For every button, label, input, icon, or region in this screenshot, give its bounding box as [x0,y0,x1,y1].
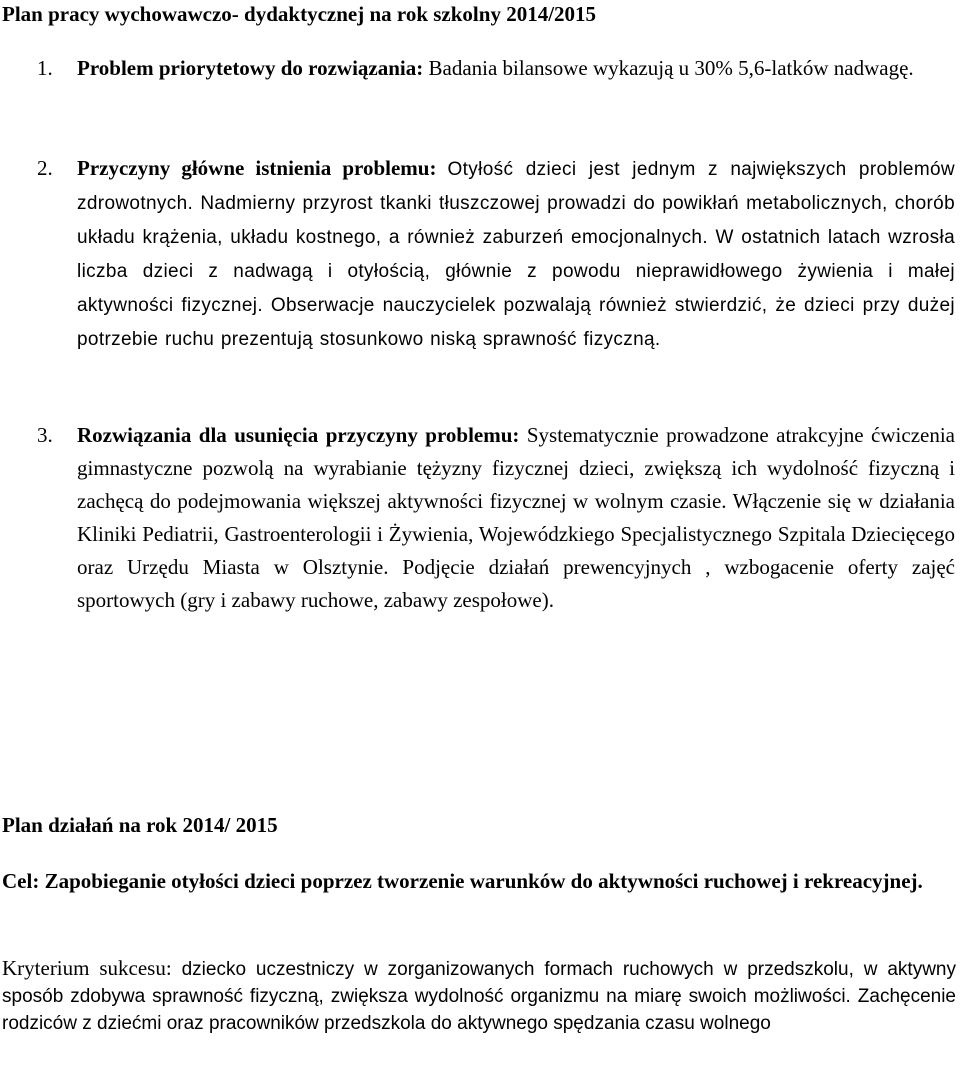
item-body [77,152,955,356]
item-body [77,419,955,617]
list-item-2 [37,152,955,356]
plan-heading: Plan działań na rok 2014/ 2015 [2,813,278,837]
item-text: Badania bilansowe wykazują u 30% 5,6-latków nadwagę. [428,56,914,80]
item-label: Przyczyny główne istnienia problemu: [77,156,437,180]
document-title: Plan pracy wychowawczo- dydaktycznej na rok szkolny 2014/2015 [2,2,597,26]
criterion-label: Kryterium sukcesu [2,956,166,980]
item-number: 3. [37,423,53,447]
item-text: Otyłość dzieci jest jednym z największych problemów zdrowotnych. Nadmierny przyrost tkanki tłuszczowej prowadzi do powikłań metabolicznych, chorób układu krążenia, układu kostnego, a również zaburzeń emocjonalnych. W ostatnich latach wzrosła liczba dzieci z nadwagą i otyłością, głównie z powodu nieprawidłowego żywienia i małej aktywności fizycznej. Obserwacje nauczycielek pozwalają również stwierdzić, że dzieci przy dużej potrzebie ruchu prezentują stosunkowo niską sprawność fizyczną. [77,159,956,350]
goal-text: Cel: Zapobieganie otyłości dzieci poprzez tworzenie warunków do aktywności ruchowej i rekreacyjnej. [2,869,923,893]
criterion-text: dziecko uczestniczy w zorganizowanych formach ruchowych w przedszkolu, w aktywny sposób zdobywa sprawność fizyczną, zwiększa wydolność organizmu na miarę swoich możliwości. Zachęcenie rodziców z dziećmi oraz pracowników przedszkola do aktywnego spędzania czasu wolnego [2,959,957,1034]
item-number: 1. [37,56,53,80]
criterion-colon: : [165,956,172,980]
item-body [77,52,955,85]
list-item-3 [37,419,955,617]
success-criterion [2,955,956,1037]
item-label: Problem priorytetowy do rozwiązania: [77,56,424,80]
item-number: 2. [37,156,53,180]
list-item-1 [37,52,955,85]
item-label: Rozwiązania dla usunięcia przyczyny problemu: [77,423,520,447]
item-text: Systematycznie prowadzone atrakcyjne ćwiczenia gimnastyczne pozwolą na wyrabianie tężyzny fizycznej dzieci, zwiększą ich wydolność fizyczną i zachęcą do podejmowania większej aktywności fizycznej w wolnym czasie. Włączenie się w działania Kliniki Pediatrii, Gastroenterologii i Żywienia, Wojewódzkiego Specjalistycznego Szpitala Dziecięcego oraz Urzędu Miasta w Olsztynie. Podjęcie działań prewencyjnych , wzbogacenie oferty zajęć sportowych (gry i zabawy ruchowe, zabawy zespołowe). [77,423,955,612]
